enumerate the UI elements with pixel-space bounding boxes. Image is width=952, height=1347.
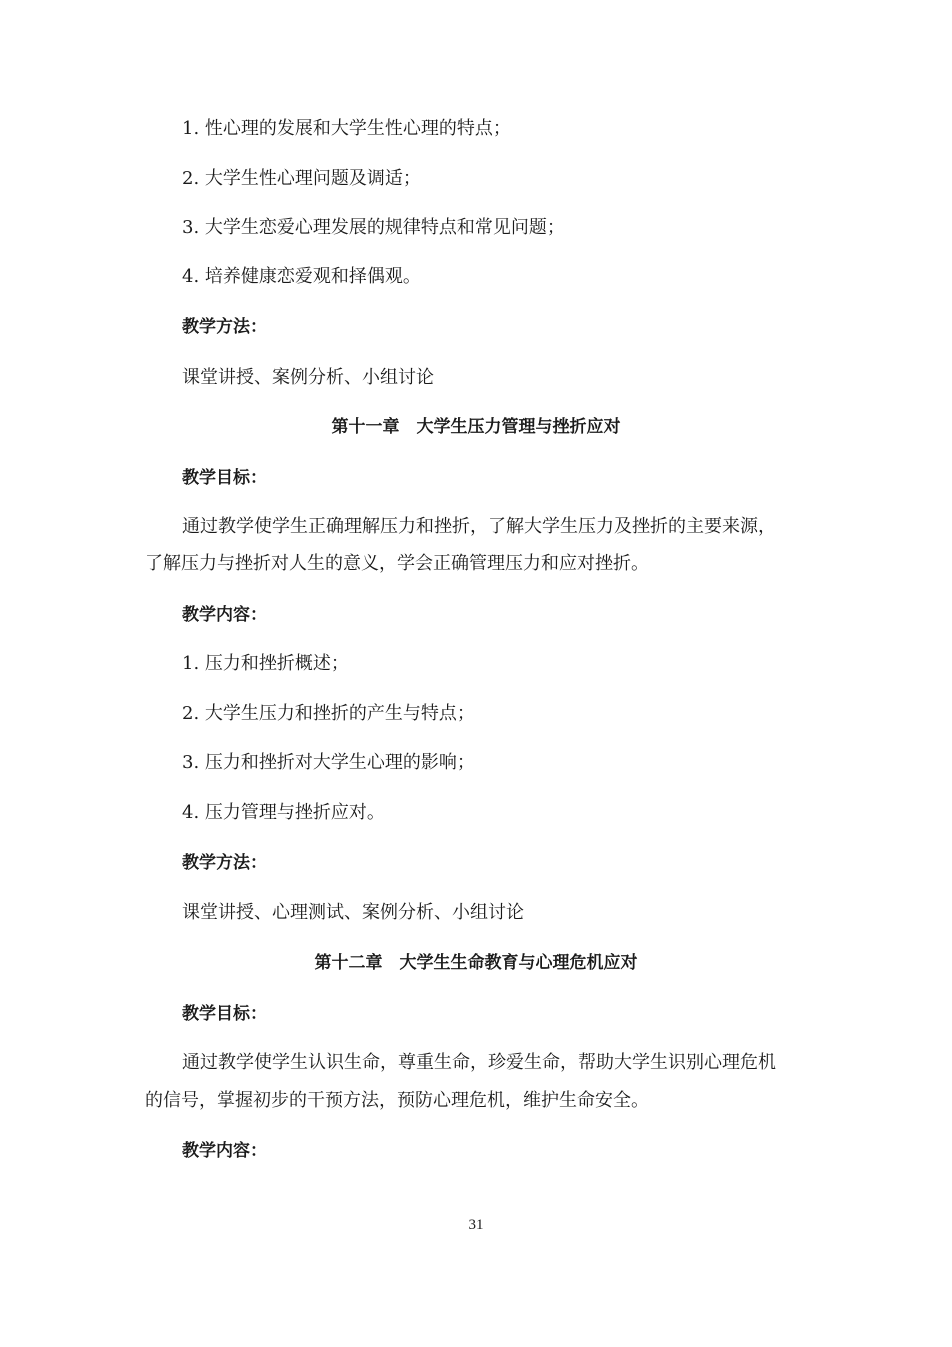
sec10-content-item-3: 3. 大学生恋爱心理发展的规律特点和常见问题； (182, 217, 565, 238)
sec10-content-item-2: 2. 大学生性心理问题及调适； (182, 168, 421, 189)
ch11-content-item-1: 1. 压力和挫折概述； (182, 653, 349, 674)
page-number: 31 (468, 1217, 484, 1233)
chapter-11-title: 第十一章 大学生压力管理与挫折应对 (331, 417, 621, 437)
ch11-content-item-3: 3. 压力和挫折对大学生心理的影响； (182, 752, 475, 773)
ch11-content-item-2: 2. 大学生压力和挫折的产生与特点； (182, 703, 475, 724)
ch11-method-label: 教学方法： (182, 853, 267, 873)
ch12-goal-label: 教学目标： (182, 1004, 267, 1024)
ch11-goal-line-2: 了解压力与挫折对人生的意义，学会正确管理压力和应对挫折。 (145, 553, 649, 574)
ch11-goal-line-1: 通过教学使学生正确理解压力和挫折，了解大学生压力及挫折的主要来源， (182, 516, 776, 537)
ch12-goal-line-1: 通过教学使学生认识生命，尊重生命，珍爱生命，帮助大学生识别心理危机 (182, 1052, 776, 1073)
ch11-content-item-4: 4. 压力管理与挫折应对。 (182, 802, 385, 823)
sec10-content-item-4: 4. 培养健康恋爱观和择偶观。 (182, 266, 421, 287)
ch11-goal-label: 教学目标： (182, 468, 267, 488)
ch11-method-text: 课堂讲授、心理测试、案例分析、小组讨论 (182, 902, 524, 923)
sec10-content-item-1: 1. 性心理的发展和大学生性心理的特点； (182, 118, 511, 139)
ch11-content-label: 教学内容： (182, 605, 267, 625)
sec10-method-label: 教学方法： (182, 317, 267, 337)
chapter-12-title: 第十二章 大学生生命教育与心理危机应对 (314, 953, 638, 973)
ch12-content-label: 教学内容： (182, 1141, 267, 1161)
ch12-goal-line-2: 的信号，掌握初步的干预方法，预防心理危机，维护生命安全。 (145, 1090, 649, 1111)
sec10-method-text: 课堂讲授、案例分析、小组讨论 (182, 367, 434, 388)
